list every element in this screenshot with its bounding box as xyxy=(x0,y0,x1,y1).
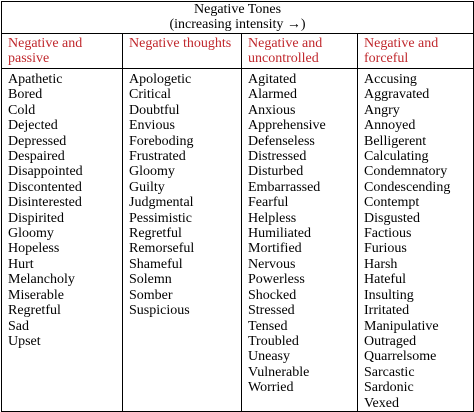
word-item: Doubtful xyxy=(129,102,180,118)
word-item: Tensed xyxy=(248,318,288,334)
word-item: Sarcastic xyxy=(364,364,415,380)
word-item: Cold xyxy=(8,102,36,118)
word-list-forceful xyxy=(358,69,474,412)
word-item: Angry xyxy=(364,102,400,118)
word-item: Dejected xyxy=(8,118,58,134)
table-title xyxy=(2,2,474,34)
column-header-line: forceful xyxy=(364,51,409,66)
word-item: Depressed xyxy=(8,133,67,149)
word-item: Shocked xyxy=(248,287,297,303)
word-item: Sad xyxy=(8,318,29,334)
word-item: Contempt xyxy=(364,195,420,211)
word-item: Furious xyxy=(364,241,407,257)
word-item: Pessimistic xyxy=(129,210,193,226)
word-item: Bored xyxy=(8,87,43,103)
word-item: Solemn xyxy=(129,272,172,288)
word-list-thoughts xyxy=(123,69,242,412)
word-item: Stressed xyxy=(248,303,295,319)
word-item: Calculating xyxy=(364,149,429,165)
word-item: Hurt xyxy=(8,256,34,272)
column-header-line: Negative and xyxy=(248,36,323,51)
words-row xyxy=(2,69,474,412)
word-item: Fearful xyxy=(248,195,289,211)
word-item: Mortified xyxy=(248,241,302,257)
column-header-thoughts xyxy=(123,34,242,69)
column-header-passive xyxy=(2,34,123,69)
word-list-passive xyxy=(2,69,123,412)
column-header-uncontrolled xyxy=(242,34,358,69)
word-item: Suspicious xyxy=(129,303,190,319)
word-item: Anxious xyxy=(248,102,296,118)
subtitle-text: (increasing intensity →) xyxy=(169,17,306,32)
word-item: Disgusted xyxy=(364,210,420,226)
word-item: Aggravated xyxy=(364,87,430,103)
word-item: Despaired xyxy=(8,149,65,165)
word-item: Miserable xyxy=(8,287,64,303)
word-item: Worried xyxy=(248,380,294,396)
word-item: Vexed xyxy=(364,395,399,411)
column-header-forceful xyxy=(358,34,474,69)
word-item: Sardonic xyxy=(364,380,414,396)
word-item: Guilty xyxy=(129,179,165,195)
column-header-line: Negative thoughts xyxy=(129,36,232,51)
negative-tones-table xyxy=(1,1,474,412)
word-item: Judgmental xyxy=(129,195,194,211)
word-item: Gloomy xyxy=(8,226,54,242)
word-item: Foreboding xyxy=(129,133,194,149)
word-item: Insulting xyxy=(364,287,414,303)
word-item: Alarmed xyxy=(248,87,297,103)
word-item: Melancholy xyxy=(8,272,75,288)
word-item: Embarrassed xyxy=(248,179,321,195)
word-item: Irritated xyxy=(364,303,410,319)
word-item: Regretful xyxy=(8,303,61,319)
word-item: Uneasy xyxy=(248,349,290,365)
header-row xyxy=(2,34,474,69)
word-item: Critical xyxy=(129,87,171,103)
word-item: Harsh xyxy=(364,256,398,272)
word-item: Somber xyxy=(129,287,173,303)
word-item: Nervous xyxy=(248,256,296,272)
word-item: Disappointed xyxy=(8,164,83,180)
word-item: Apologetic xyxy=(129,72,192,87)
word-item: Quarrelsome xyxy=(364,349,437,365)
word-item: Disturbed xyxy=(248,164,304,180)
column-header-line: Negative and xyxy=(364,36,439,51)
word-item: Hateful xyxy=(364,272,406,288)
word-item: Distressed xyxy=(248,149,307,165)
word-item: Belligerent xyxy=(364,133,427,149)
word-item: Hopeless xyxy=(8,241,60,257)
word-item: Outraged xyxy=(364,333,417,349)
word-item: Apprehensive xyxy=(248,118,326,134)
column-header-line: uncontrolled xyxy=(248,51,319,66)
word-item: Envious xyxy=(129,118,175,134)
word-item: Defenseless xyxy=(248,133,315,149)
word-item: Powerless xyxy=(248,272,305,288)
word-item: Manipulative xyxy=(364,318,439,334)
word-item: Condemnatory xyxy=(364,164,448,180)
word-item: Vulnerable xyxy=(248,364,310,380)
word-item: Regretful xyxy=(129,226,182,242)
word-item: Gloomy xyxy=(129,164,175,180)
word-item: Accusing xyxy=(364,72,417,87)
word-item: Troubled xyxy=(248,333,299,349)
word-item: Frustrated xyxy=(129,149,186,165)
word-item: Condescending xyxy=(364,179,451,195)
title-row xyxy=(2,2,474,34)
word-item: Discontented xyxy=(8,179,82,195)
word-list-uncontrolled xyxy=(242,69,358,412)
word-item: Remorseful xyxy=(129,241,195,257)
word-item: Upset xyxy=(8,333,41,349)
column-header-line: passive xyxy=(8,51,50,66)
word-item: Shameful xyxy=(129,256,183,272)
word-item: Dispirited xyxy=(8,210,64,226)
title-text: Negative Tones xyxy=(194,2,282,17)
word-item: Helpless xyxy=(248,210,297,226)
word-item: Factious xyxy=(364,226,412,242)
word-item: Disinterested xyxy=(8,195,82,211)
column-header-line: Negative and xyxy=(8,36,83,51)
word-item: Annoyed xyxy=(364,118,416,134)
word-item: Agitated xyxy=(248,72,297,87)
word-item: Apathetic xyxy=(8,72,63,87)
word-item: Humiliated xyxy=(248,226,311,242)
